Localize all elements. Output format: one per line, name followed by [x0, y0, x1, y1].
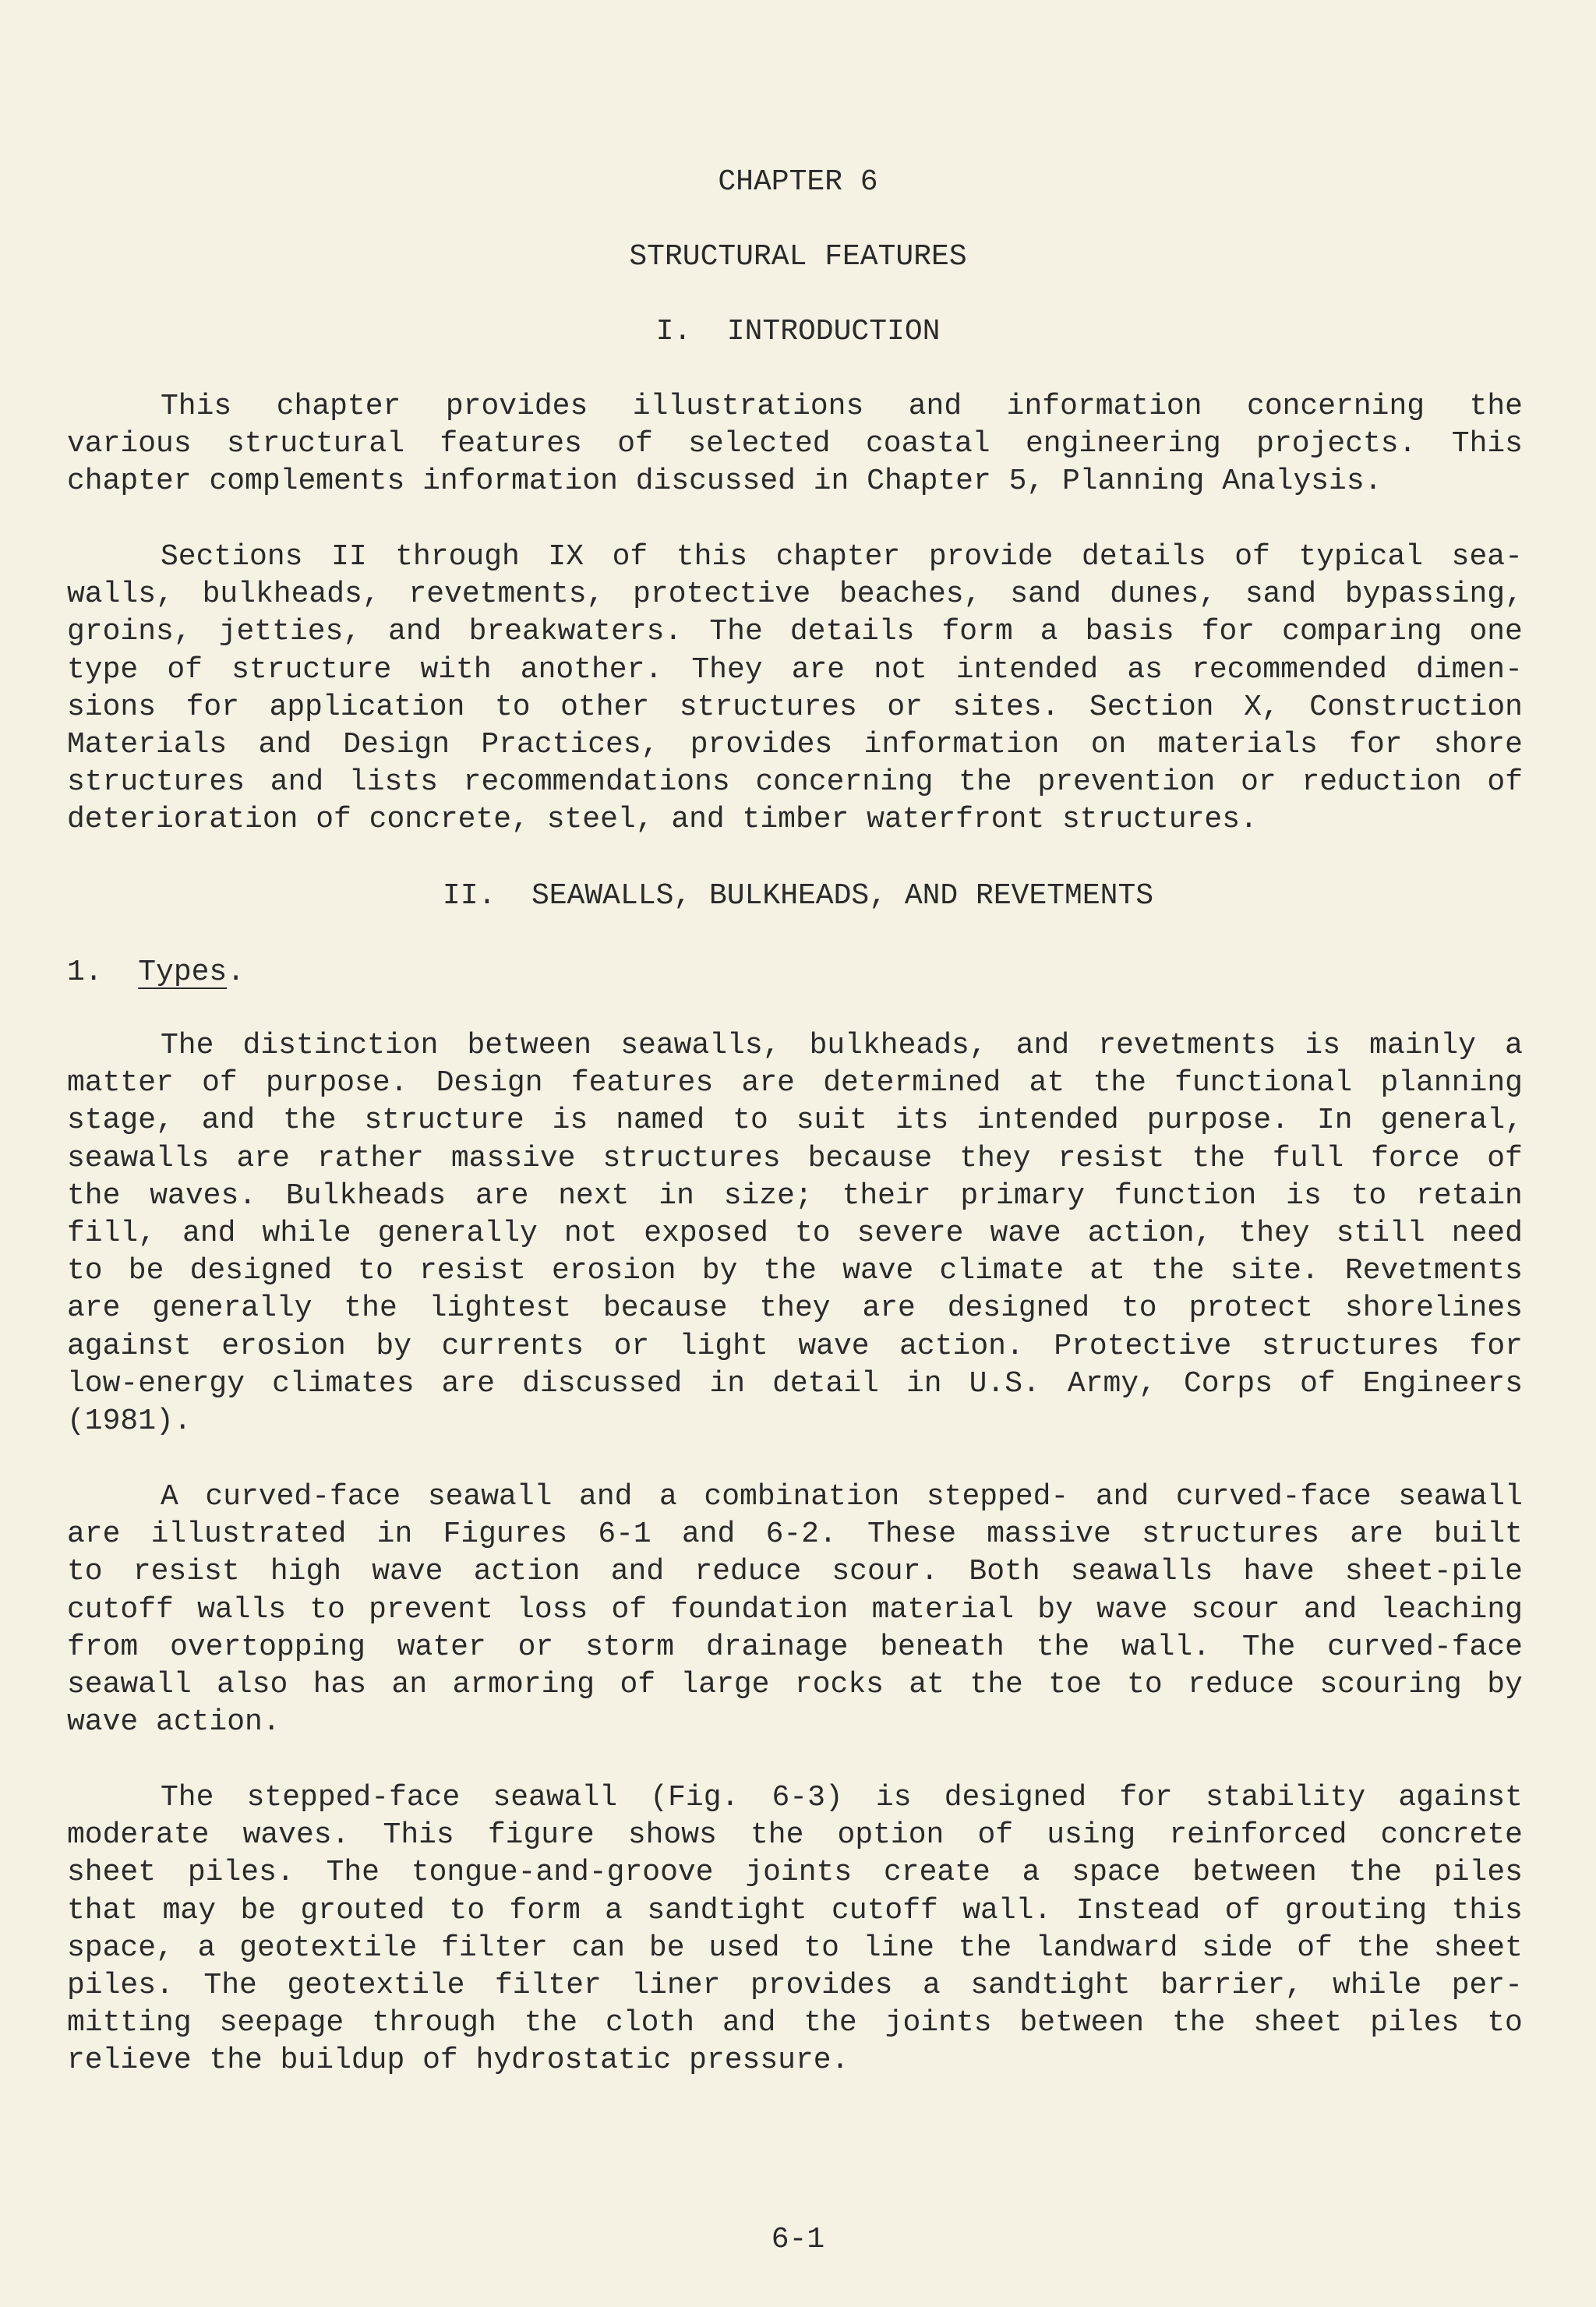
text-line: The stepped-face seawall (Fig. 6-3) is designed for stability against [161, 1781, 1523, 1814]
text-line: the waves. Bulkheads are next in size; their primary function is to retain [67, 1178, 1523, 1213]
subsection-title: Types [138, 956, 228, 989]
text-line: deterioration of concrete, steel, and timber waterfront structures. [67, 803, 1258, 837]
text-line: chapter complements information discussed in Chapter 5, Planning Analysis. [67, 465, 1382, 499]
text-line: moderate waves. This figure shows the option of using reinforced concrete [67, 1818, 1523, 1853]
text-line: mitting seepage through the cloth and the joints between the sheet piles to [67, 2006, 1523, 2040]
text-line: type of structure with another. They are not intended as recommended dimen- [67, 652, 1523, 687]
text-line: relieve the buildup of hydrostatic pressure. [67, 2044, 849, 2078]
section-heading-introduction: I. INTRODUCTION [655, 315, 941, 348]
subsection-heading [67, 954, 245, 991]
text-line: (1981). [67, 1404, 192, 1438]
text-line: The distinction between seawalls, bulkheads, and revetments is mainly a [161, 1029, 1523, 1062]
text-line: space, a geotextile filter can be used to line the landward side of the sheet [67, 1931, 1523, 1965]
chapter-title: STRUCTURAL FEATURES [629, 240, 967, 274]
text-line: are generally the lightest because they are designed to protect shorelines [67, 1291, 1523, 1326]
text-line: walls, bulkheads, revetments, protective beaches, sand dunes, sand bypassing, [67, 578, 1523, 612]
paragraph-distinction [67, 1027, 1523, 1440]
text-line: seawalls are rather massive structures because they resist the full force of [67, 1141, 1523, 1175]
subsection-punct: . [227, 956, 245, 989]
chapter-label: CHAPTER 6 [718, 165, 878, 199]
text-line: sions for application to other structures or sites. Section X, Construction [67, 690, 1523, 724]
page-number: 6-1 [771, 2223, 825, 2256]
paragraph-stepped-face [67, 1779, 1523, 2080]
subsection-number: 1. [67, 956, 103, 989]
text-line: sheet piles. The tongue-and-groove joints create a space between the piles [67, 1856, 1523, 1890]
paragraph-intro [67, 388, 1523, 501]
paragraph-sections-overview [67, 539, 1523, 839]
text-line: cutoff walls to prevent loss of foundation material by wave scour and leaching [67, 1592, 1523, 1627]
text-line: Materials and Design Practices, provides information on materials for shore [67, 727, 1523, 761]
text-line: A curved-face seawall and a combination stepped- and curved-face seawall [161, 1480, 1523, 1514]
text-line: structures and lists recommendations concerning the prevention or reduction of [67, 765, 1523, 800]
section-heading-seawalls: II. SEAWALLS, BULKHEADS, AND REVETMENTS [442, 879, 1154, 913]
text-line: Sections II through IX of this chapter provide details of typical sea- [161, 540, 1523, 574]
text-line: various structural features of selected coastal engineering projects. This [67, 427, 1523, 461]
text-line: wave action. [67, 1705, 281, 1740]
paragraph-curved-face [67, 1479, 1523, 1741]
text-line: groins, jetties, and breakwaters. The details form a basis for comparing one [67, 615, 1523, 649]
text-line: stage, and the structure is named to suit its intended purpose. In general, [67, 1104, 1523, 1138]
text-line: piles. The geotextile filter liner provides a sandtight barrier, while per- [67, 1968, 1523, 2002]
text-line: that may be grouted to form a sandtight cutoff wall. Instead of grouting this [67, 1893, 1523, 1927]
text-line: seawall also has an armoring of large rocks at the toe to reduce scouring by [67, 1667, 1523, 1701]
text-line: from overtopping water or storm drainage beneath the wall. The curved-face [67, 1630, 1523, 1664]
text-line: are illustrated in Figures 6-1 and 6-2. These massive structures are built [67, 1517, 1523, 1552]
text-line: fill, and while generally not exposed to severe wave action, they still need [67, 1216, 1523, 1250]
text-line: matter of purpose. Design features are determined at the functional planning [67, 1066, 1523, 1101]
text-line: against erosion by currents or light wave action. Protective structures for [67, 1329, 1523, 1363]
text-line: This chapter provides illustrations and information concerning the [161, 390, 1523, 423]
text-line: to be designed to resist erosion by the wave climate at the site. Revetments [67, 1254, 1523, 1288]
text-line: to resist high wave action and reduce scour. Both seawalls have sheet-pile [67, 1555, 1523, 1589]
text-line: low-energy climates are discussed in detail in U.S. Army, Corps of Engineers [67, 1366, 1523, 1401]
